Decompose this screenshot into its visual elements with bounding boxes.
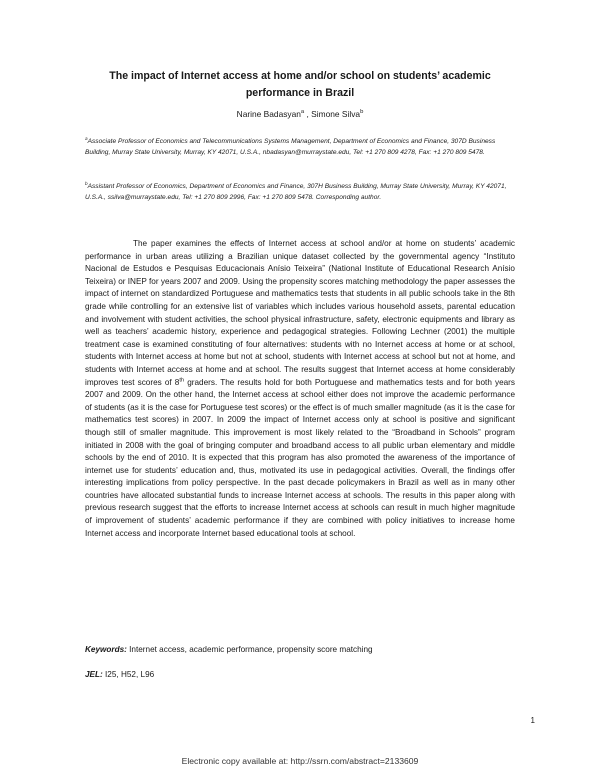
page-number: 1 [530, 716, 535, 725]
ordinal-superscript: th [179, 376, 185, 383]
author-name: Simone Silva [311, 109, 361, 119]
affiliation-text: Associate Professor of Economics and Telecommunications Systems Management, Department of Economics and Finance, 307D Business Building, Murray State University, Murray, KY 42071, U.S.A., nbadasyan@murraystate.edu, Tel: +1 270 809 4278, Fax: +1 270 809 5478. [85, 138, 496, 157]
keywords [85, 645, 515, 654]
affiliation-text: Assistant Professor of Economics, Department of Economics and Finance, 307H Business Building, Murray State University, Murray, KY 42071, U.S.A., ssilva@murraystate.edu, Tel: +1 270 809 2996, Fax: +1 270 809 5478. Corresponding author. [85, 183, 507, 202]
affiliation [85, 136, 515, 159]
keywords-label: Keywords: [85, 645, 127, 654]
affiliation [85, 181, 515, 204]
affiliation-mark: b [85, 180, 88, 186]
paper-title [60, 68, 540, 102]
abstract [85, 238, 515, 540]
title-line-1: The impact of Internet access at home and/or school on students’ academic [109, 70, 491, 82]
jel-codes [85, 670, 515, 679]
footer-electronic-copy: Electronic copy available at: http://ssrn.com/abstract=2133609 [181, 756, 419, 766]
jel-text: I25, H52, L96 [102, 670, 155, 679]
author-list [0, 109, 600, 119]
keywords-text: Internet access, academic performance, propensity score matching [126, 645, 373, 654]
author-name: Narine Badasyan [236, 109, 301, 119]
abstract-text: The paper examines the effects of Internet access at school and/or at home on students’ academic performance in urban areas utilizing a Brazilian unique dataset collected by the governmental agency “Instituto Nacional de Estudos e Pesquisas Educacionais Anísio Teixeira” (National Institute of Educational Research Anísio Teixeira) or INEP for years 2007 and 2009. Using the propensity scores matching methodology the paper assesses the impact of internet on standardized Portuguese and mathematics tests that students in all public schools take in the 8th grade while controlling for an extensive list of variables which includes various household assets, parental education and involvement with student activities, the school physical infrastructure, safety, electronic equipments and library as well as teachers’ academic history, experience and pedagogical strategies. Following Lechner (2001) the multiple treatment case is examined constituting of four alternatives: students with no Internet access at home or at school, students with Internet access at home but not at school, students with Internet access at school but not at home, and students with Internet access at home and at school. The results suggest that Internet access at home considerably improves test scores of 8 [85, 239, 515, 387]
abstract-text: graders. The results hold for both Portuguese and mathematics tests and for both years 2007 and 2009. On the other hand, the Internet access at school either does not improve the academic performance of students (as it is the case for Portuguese test scores) or the effect is of much smaller magnitude (as it is the case for mathematics test scores) in 2007. In 2009 the impact of Internet access only at school is positive and significant though still of smaller magnitude. This improvement is most likely related to the “Broadband in Schools” program initiated in 2008 with the goal of bringing computer and broadband access to all public urban elementary and middle schools by the end of 2010. It is expected that this program has also promoted the awareness of the importance of internet use for students’ education and, thus, motivated its use in pedagogical activities. Overall, the findings offer interesting implications from policy perspective. In the past decade policymakers in Brazil as well as in many other countries have allocated substantial funds to increase Internet access at schools. The results in this paper along with previous research suggest that the efforts to increase Internet access at schools can result in much higher magnitude of improvement of students’ academic performance if they are combined with policy initiatives to increase home Internet access and incorporate Internet based educational tools at school. [85, 377, 515, 538]
affiliation-mark: b [360, 109, 364, 116]
title-line-2: performance in Brazil [245, 87, 355, 99]
abstract-paragraph [85, 238, 515, 540]
affiliation-mark: a [300, 109, 305, 116]
affiliation-mark: a [85, 135, 88, 141]
jel-label: JEL: [85, 670, 103, 679]
author-separator: , [304, 109, 312, 119]
